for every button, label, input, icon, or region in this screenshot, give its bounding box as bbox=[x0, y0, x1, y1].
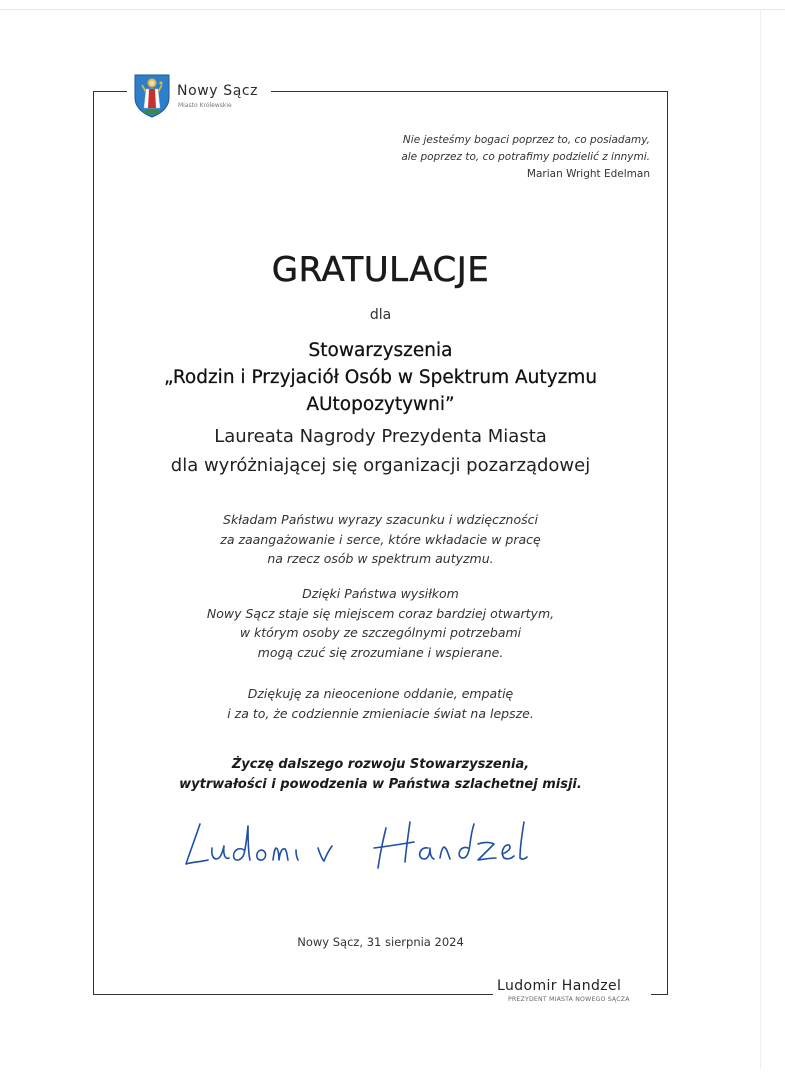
organization-line: Stowarzyszenia bbox=[308, 340, 453, 361]
quote-line: Nie jesteśmy bogaci poprzez to, co posiadamy, bbox=[402, 134, 650, 146]
handwritten-signature bbox=[178, 812, 538, 882]
quote-block bbox=[401, 132, 650, 183]
signer-name: Ludomir Handzel bbox=[497, 978, 622, 994]
message-paragraph-1 bbox=[93, 510, 668, 569]
award-line: Laureata Nagrody Prezydenta Miasta bbox=[214, 426, 547, 447]
message-line: Dziękuję za nieocenione oddanie, empatię bbox=[247, 686, 514, 701]
frame-border-bottom-right bbox=[651, 994, 668, 995]
quote-line: ale poprzez to, co potrafimy podzielić z innymi. bbox=[401, 151, 650, 163]
award-description bbox=[93, 422, 668, 480]
message-line: mogą czuć się zrozumiane i wspierane. bbox=[257, 644, 504, 660]
wish-line: Życzę dalszego rozwoju Stowarzyszenia, bbox=[231, 757, 530, 772]
award-line: dla wyróżniającej się organizacji pozarządowej bbox=[170, 455, 591, 476]
organization-line: AUtopozytywni” bbox=[306, 394, 455, 415]
message-line: w którym osoby ze szczególnymi potrzebami bbox=[239, 625, 522, 640]
scan-edge-top bbox=[0, 9, 785, 10]
for-word: dla bbox=[369, 307, 392, 323]
signer-title: PREZYDENT MIASTA NOWEGO SĄCZA bbox=[508, 996, 630, 1003]
message-line: Dzięki Państwa wysiłkom bbox=[302, 586, 459, 601]
city-name: Nowy Sącz bbox=[177, 83, 259, 99]
wish-line: wytrwałości i powodzenia w Państwa szlachetnej misji. bbox=[179, 777, 582, 792]
quote-author: Marian Wright Edelman bbox=[526, 168, 650, 180]
message-line: Nowy Sącz staje się miejscem coraz bardziej otwartym, bbox=[206, 605, 555, 621]
frame-border-bottom-left bbox=[93, 994, 493, 995]
message-paragraph-3 bbox=[93, 684, 668, 723]
message-line: za zaangażowanie i serce, które wkładacie w pracę bbox=[220, 531, 541, 547]
wishes-block bbox=[93, 755, 668, 795]
message-line: i za to, że codziennie zmieniacie świat na lepsze. bbox=[227, 705, 534, 721]
frame-border-top-left bbox=[93, 91, 127, 92]
message-line: Składam Państwu wyrazy szacunku i wdzięczności bbox=[223, 512, 538, 527]
scan-edge-right bbox=[760, 9, 761, 1069]
certificate-title: GRATULACJE bbox=[271, 250, 490, 290]
organization-name bbox=[93, 337, 668, 418]
message-paragraph-2 bbox=[93, 584, 668, 662]
frame-border-top-right bbox=[271, 91, 668, 92]
coat-of-arms-icon bbox=[132, 72, 172, 118]
city-subtitle: Miasto Królewskie bbox=[178, 102, 232, 109]
message-line: na rzecz osób w spektrum autyzmu. bbox=[267, 551, 494, 566]
organization-line: „Rodzin i Przyjaciół Osób w Spektrum Autyzmu bbox=[163, 367, 598, 388]
place-and-date: Nowy Sącz, 31 sierpnia 2024 bbox=[297, 935, 464, 949]
